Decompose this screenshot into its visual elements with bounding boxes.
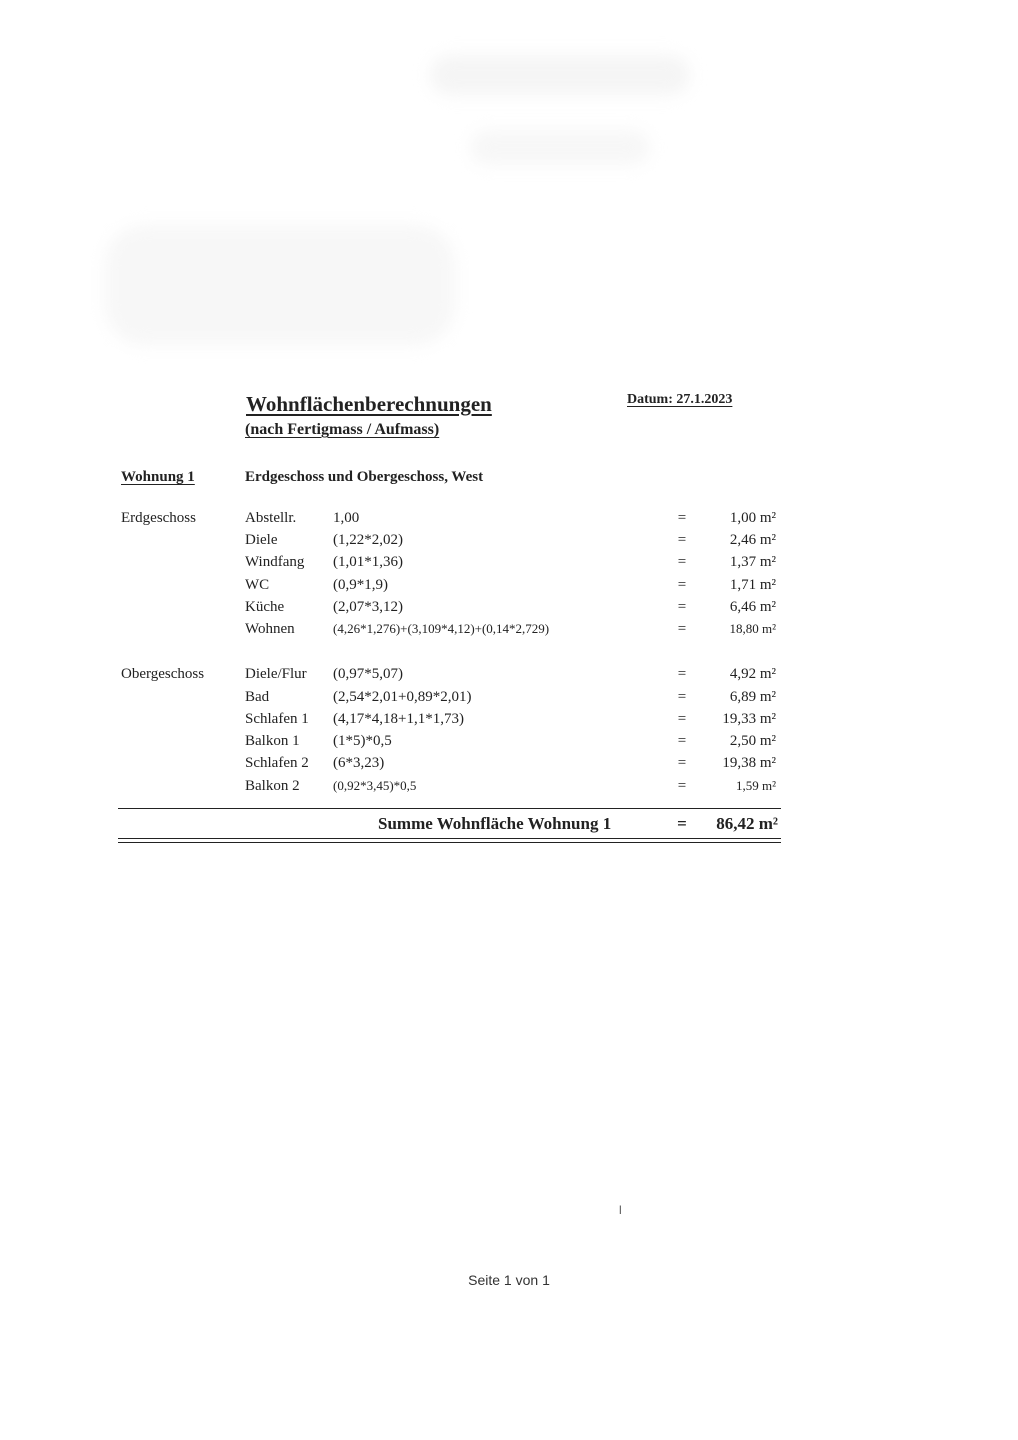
room-name: Bad [245, 689, 270, 705]
total-value: 86,42 m² [716, 814, 778, 833]
equals-sign: = [677, 733, 687, 749]
document-title: Wohnflächenberechnungen [246, 392, 492, 416]
room-area: 2,46 m² [729, 532, 776, 548]
room-formula: (0,97*5,07) [333, 666, 403, 682]
room-formula: (4,17*4,18+1,1*1,73) [333, 711, 464, 727]
room-area: 1,37 m² [729, 554, 776, 570]
table-row [0, 618, 1018, 640]
table-row [0, 730, 1018, 752]
table-row [0, 529, 1018, 551]
unit-label: Wohnung 1 [121, 469, 195, 485]
room-formula: (6*3,23) [333, 755, 385, 771]
room-formula: (2,54*2,01+0,89*2,01) [333, 689, 472, 705]
equals-sign: = [677, 711, 687, 727]
room-area: 4,92 m² [729, 666, 776, 682]
document-subtitle: (nach Fertigmass / Aufmass) [245, 421, 440, 438]
stray-mark: l [619, 1203, 622, 1217]
page-number: Seite 1 von 1 [468, 1272, 550, 1288]
equals-sign: = [677, 666, 687, 682]
table-row [0, 596, 1018, 618]
room-formula: (1*5)*0,5 [333, 733, 392, 749]
total-top-rule [118, 808, 781, 809]
room-area: 6,89 m² [729, 689, 776, 705]
room-name: Schlafen 1 [245, 711, 309, 727]
table-row [0, 752, 1018, 774]
room-area: 19,33 m² [722, 711, 776, 727]
document-date: Datum: 27.1.2023 [627, 392, 733, 407]
room-area: 6,46 m² [729, 599, 776, 615]
room-name: WC [245, 577, 270, 593]
unit-description: Erdgeschoss und Obergeschoss, West [245, 469, 484, 485]
table-row [0, 574, 1018, 596]
room-formula: (0,9*1,9) [333, 577, 388, 593]
room-formula: (0,92*3,45)*0,5 [333, 778, 417, 793]
table-row [0, 663, 1018, 685]
room-name: Diele [245, 532, 278, 548]
room-area: 1,00 m² [729, 510, 776, 526]
room-formula: (1,22*2,02) [333, 532, 403, 548]
table-row [0, 551, 1018, 573]
table-row [0, 507, 1018, 529]
room-formula: (1,01*1,36) [333, 554, 403, 570]
equals-sign: = [677, 532, 687, 548]
room-name: Schlafen 2 [245, 755, 309, 771]
total-row [0, 812, 1018, 836]
section-label: Erdgeschoss [121, 510, 196, 526]
room-area: 2,50 m² [729, 733, 776, 749]
equals-sign: = [677, 554, 687, 570]
room-name: Abstellr. [245, 510, 297, 526]
room-area: 18,80 m² [729, 621, 776, 636]
equals-sign: = [677, 599, 687, 615]
equals-sign: = [677, 621, 687, 637]
room-name: Balkon 2 [245, 778, 300, 794]
scan-smudge-address [105, 225, 455, 345]
room-name: Balkon 1 [245, 733, 300, 749]
room-formula: 1,00 [333, 510, 360, 526]
room-formula: (2,07*3,12) [333, 599, 403, 615]
room-area: 1,59 m² [735, 778, 776, 793]
room-formula: (4,26*1,276)+(3,109*4,12)+(0,14*2,729) [333, 621, 550, 636]
room-name: Diele/Flur [245, 666, 307, 682]
total-bottom-rule [118, 838, 781, 839]
scan-smudge-letterhead [430, 55, 690, 95]
equals-sign: = [677, 689, 687, 705]
equals-sign: = [677, 755, 687, 771]
equals-sign: = [677, 510, 687, 526]
table-row [0, 708, 1018, 730]
room-area: 19,38 m² [722, 755, 776, 771]
total-label: Summe Wohnfläche Wohnung 1 [378, 814, 612, 833]
table-row [0, 775, 1018, 797]
total-bottom-rule-double [118, 842, 781, 843]
room-name: Küche [245, 599, 285, 615]
scan-smudge-letterhead [470, 130, 650, 165]
total-equals-sign: = [677, 814, 687, 833]
room-name: Wohnen [245, 621, 295, 637]
room-area: 1,71 m² [729, 577, 776, 593]
section-label: Obergeschoss [121, 666, 205, 682]
table-row [0, 686, 1018, 708]
room-name: Windfang [245, 554, 305, 570]
equals-sign: = [677, 778, 687, 794]
equals-sign: = [677, 577, 687, 593]
